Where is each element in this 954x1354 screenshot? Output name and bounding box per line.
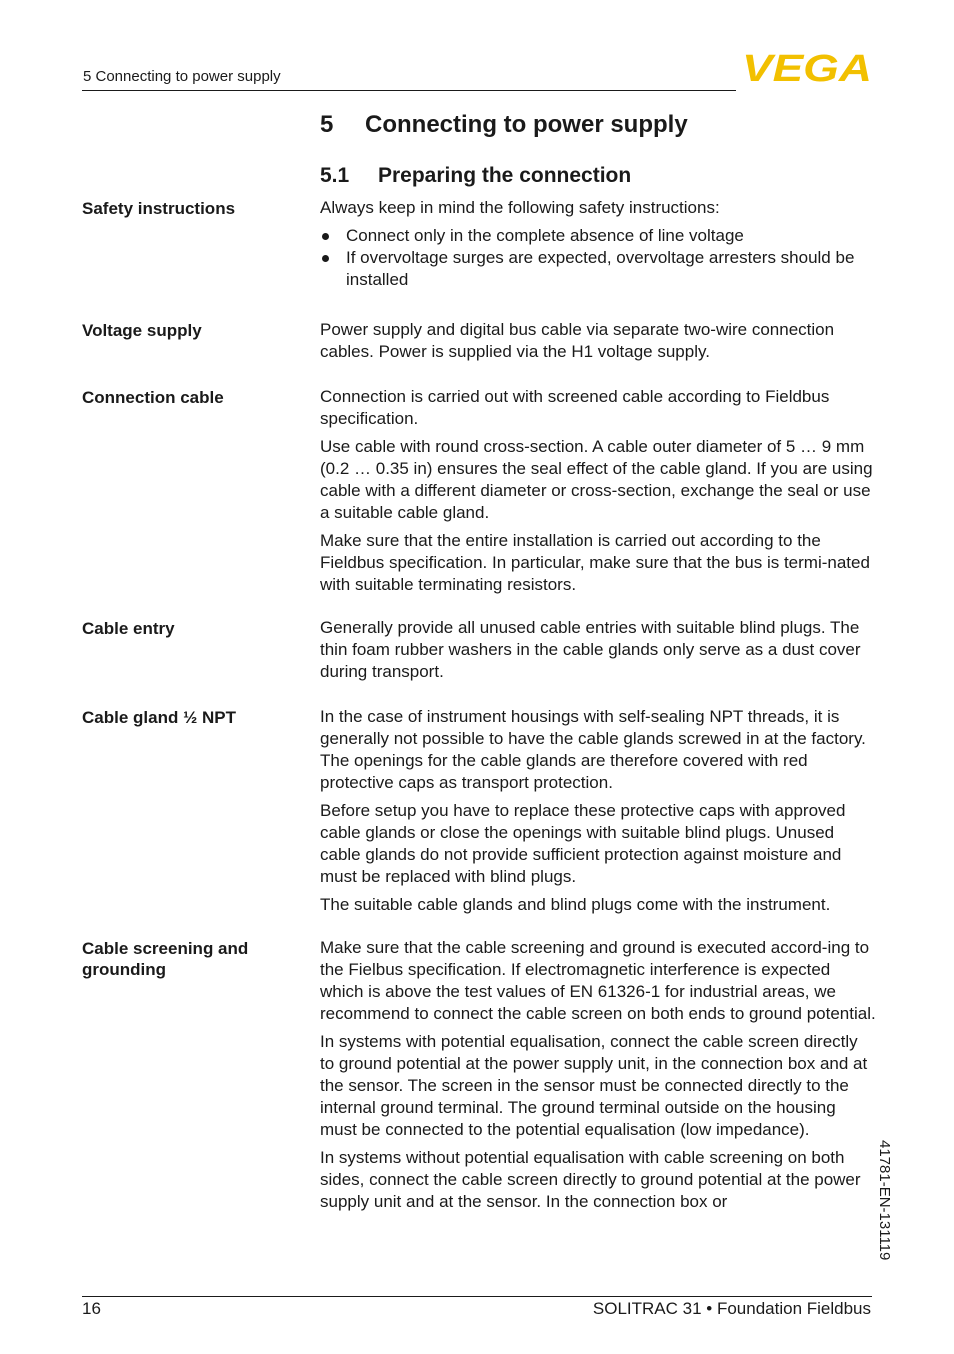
footer-rule (82, 1296, 872, 1297)
paragraph: Before setup you have to replace these protective caps with approved cable glands or close the openings with suitable blind plugs. Unused cable glands do not provide sufficient protection against moisture and must be replaced with blind plugs. (320, 801, 846, 886)
vega-logo (742, 52, 872, 84)
bullet-icon (322, 233, 329, 240)
side-heading-entry: Cable entry (82, 619, 175, 638)
safety-bullet: Connect only in the complete absence of line voltage (320, 225, 876, 247)
paragraph: Use cable with round cross-section. A cable outer diameter of 5 … 9 mm (0.2 … 0.35 in) ensures the seal effect of the cable gland. If you are using cable with a different diameter or cross-section, exchange the seal or use a suitable cable gland. (320, 437, 873, 522)
cable-text (320, 386, 876, 596)
svg-text:VEGA: VEGA (742, 52, 872, 84)
side-heading-voltage: Voltage supply (82, 321, 202, 340)
screening-text (320, 937, 876, 1213)
paragraph: Make sure that the entire installation is carried out according to the Fieldbus specification. In particular, make sure that the bus is termi-nated with suitable terminating resistors. (320, 531, 870, 594)
section-title: Preparing the connection (378, 164, 632, 187)
side-heading-screening: Cable screening and grounding (82, 939, 249, 979)
running-header: 5 Connecting to power supply (83, 68, 281, 85)
chapter-heading (320, 111, 688, 139)
document-id: 41781-EN-131119 (876, 1140, 893, 1261)
chapter-number: 5 (320, 111, 334, 138)
paragraph: Make sure that the cable screening and ground is executed accord-ing to the Fielbus specification. If electromagnetic interference is expected which is above the test values of EN 61326-1 for industrial areas, we recommend to connect the cable screen on both ends to ground potential. (320, 938, 876, 1023)
paragraph: Power supply and digital bus cable via separate two-wire connection cables. Power is supplied via the H1 voltage supply. (320, 320, 835, 361)
side-heading-safety: Safety instructions (82, 199, 236, 218)
paragraph: Connection is carried out with screened cable according to Fieldbus specification. (320, 387, 830, 428)
header-rule (82, 90, 736, 91)
chapter-title: Connecting to power supply (365, 111, 688, 138)
side-heading-gland: Cable gland ½ NPT (82, 708, 236, 727)
paragraph: In systems with potential equalisation, connect the cable screen directly to ground potential at the power supply unit, in the connection box and at the sensor. The screen in the sensor must be connected directly to the internal ground terminal. The ground terminal outside on the housing must be connected to the potential equalisation (low impedance). (320, 1032, 868, 1139)
safety-text (320, 197, 876, 291)
bullet-icon (322, 255, 329, 262)
paragraph: Generally provide all unused cable entries with suitable blind plugs. The thin foam rubber washers in the cable glands only serve as a dust cover during transport. (320, 618, 861, 681)
entry-text (320, 617, 876, 683)
paragraph: The suitable cable glands and blind plugs come with the instrument. (320, 895, 831, 914)
paragraph: In the case of instrument housings with self-sealing NPT threads, it is generally not possible to have the cable glands screwed in at the factory. The openings for the cable glands are therefore covered with red protective caps as transport protection. (320, 707, 866, 792)
gland-text (320, 706, 876, 916)
paragraph: In systems without potential equalisation with cable screening on both sides, connect the cable screen directly to ground potential at the power supply unit and at the sensor. In the connection box or (320, 1148, 861, 1211)
page-number: 16 (82, 1299, 101, 1318)
section-number: 5.1 (320, 164, 350, 187)
section-heading (320, 164, 631, 188)
footer-title: SOLITRAC 31 • Foundation Fieldbus (592, 1299, 871, 1318)
safety-bullet-list (320, 225, 876, 291)
safety-intro: Always keep in mind the following safety instructions: (320, 198, 720, 217)
voltage-text (320, 319, 876, 363)
safety-bullet: If overvoltage surges are expected, overvoltage arresters should be installed (320, 247, 876, 291)
side-heading-cable: Connection cable (82, 388, 224, 407)
